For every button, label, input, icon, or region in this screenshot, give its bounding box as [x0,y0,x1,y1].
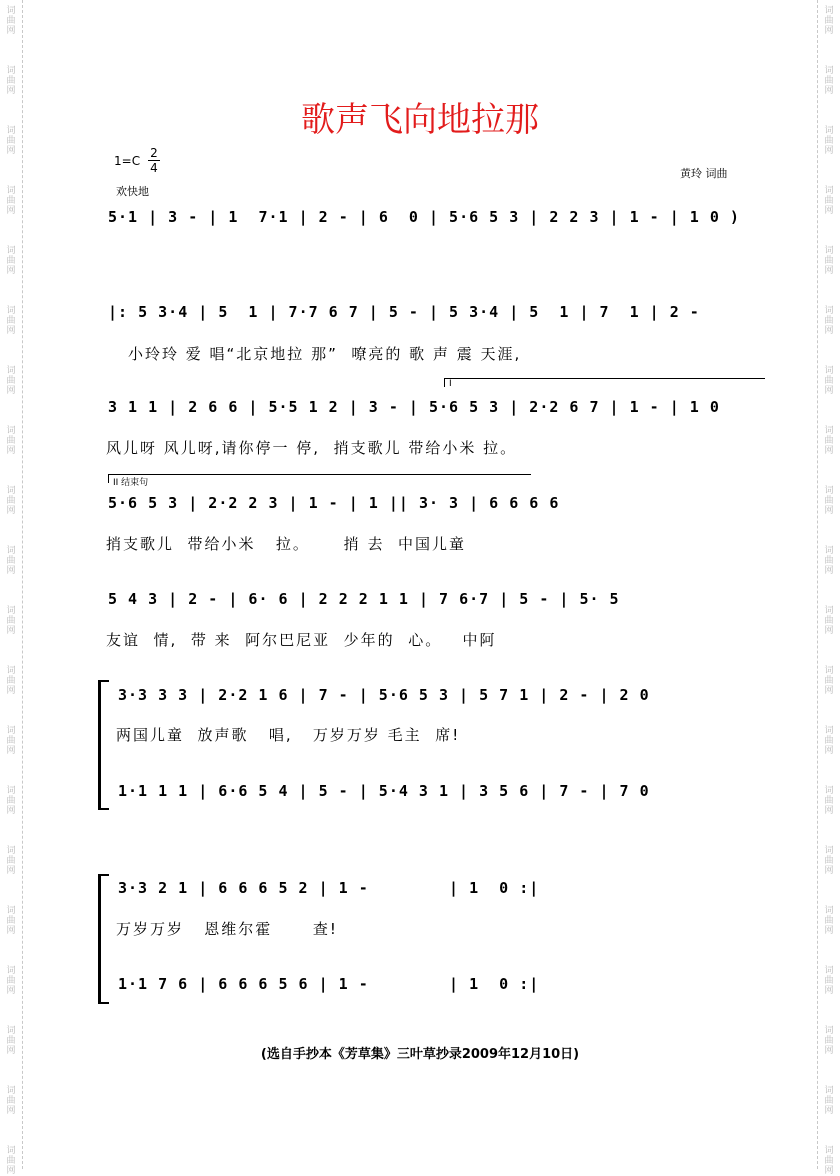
lyrics-line: 万岁万岁 恩维尔霍 查! [116,920,338,938]
watermark-text: 词 曲 网 [6,786,16,816]
time-signature [148,146,160,175]
watermark-text: 词 曲 网 [824,66,834,96]
watermark-text: 词 曲 网 [6,1026,16,1056]
lyrics-line: 小玲玲 爱 唱“北京地拉 那” 嘹亮的 歌 声 震 天涯, [128,345,522,363]
lyrics-line: 两国儿童 放声歌 唱, 万岁万岁 毛主 席! [116,726,461,744]
watermark-text: 词 曲 网 [6,546,16,576]
watermark-text: 词 曲 网 [6,426,16,456]
watermark-text: 词 曲 网 [6,966,16,996]
notation-line: 3 1 1 | 2 6 6 | 5·5 1 2 | 3 - | 5·6 5 3 | 2·2 6 7 | 1 - | 1 0 [108,398,720,416]
watermark-text: 词 曲 网 [824,366,834,396]
key-signature: 1=C [114,154,141,168]
time-sig-denominator: 4 [150,161,158,175]
watermark-text: 词 曲 网 [824,1026,834,1056]
watermark-text: 词 曲 网 [6,366,16,396]
second-ending-bracket: II 结束句 [108,474,531,483]
watermark-text: 词 曲 网 [824,6,834,36]
watermark-text: 词 曲 网 [6,246,16,276]
notation-line: 5·6 5 3 | 2·2 2 3 | 1 - | 1 || 3· 3 | 6 6 6 6 [108,494,560,512]
watermark-text: 词 曲 网 [824,966,834,996]
watermark-text: 词 曲 网 [6,726,16,756]
watermark-text: 词 曲 网 [6,606,16,636]
notation-line: 5·1 | 3 - | 1 7·1 | 2 - | 6 0 | 5·6 5 3 | 2 2 3 | 1 - | 1 0 ) [108,208,740,226]
watermark-text: 词 曲 网 [6,486,16,516]
notation-line: |: 5 3·4 | 5 1 | 7·7 6 7 | 5 - | 5 3·4 | 5 1 | 7 1 | 2 - [108,303,700,321]
watermark-text: 词 曲 网 [6,1086,16,1116]
watermark-text: 词 曲 网 [824,546,834,576]
watermark-text: 词 曲 网 [6,846,16,876]
song-title: 歌声飞向地拉那 [301,100,539,140]
lyrics-line: 友谊 情, 带 来 阿尔巴尼亚 少年的 心。 中阿 [106,631,497,649]
watermark-text: 词 曲 网 [824,1146,834,1176]
lyrics-line: 风儿呀 风儿呀,请你停一 停, 捎支歌儿 带给小米 拉。 [106,439,518,457]
watermark-text: 词 曲 网 [824,306,834,336]
watermark-text: 词 曲 网 [824,126,834,156]
author-credit: 黄玲 词曲 [680,167,728,180]
notation-line-lower: 1·1 1 1 | 6·6 5 4 | 5 - | 5·4 3 1 | 3 5 6 | 7 - | 7 0 [118,782,650,800]
watermark-text: 词 曲 网 [824,606,834,636]
left-margin-strip [0,0,23,1176]
notation-line: 5 4 3 | 2 - | 6· 6 | 2 2 2 1 1 | 7 6·7 | 5 - | 5· 5 [108,590,620,608]
notation-line-upper: 3·3 2 1 | 6 6 6 5 2 | 1 - | 1 0 :| [118,879,540,897]
notation-line-lower: 1·1 7 6 | 6 6 6 5 6 | 1 - | 1 0 :| [118,975,540,993]
watermark-text: 词 曲 网 [6,6,16,36]
watermark-text: 词 曲 网 [824,846,834,876]
source-footer: (选自手抄本《芳草集》三叶草抄录2009年12月10日) [260,1047,580,1062]
watermark-text: 词 曲 网 [824,186,834,216]
watermark-text: 词 曲 网 [6,1146,16,1176]
watermark-text: 词 曲 网 [824,246,834,276]
watermark-text: 词 曲 网 [6,666,16,696]
time-sig-numerator: 2 [148,146,160,161]
watermark-text: 词 曲 网 [824,726,834,756]
right-margin-strip [817,0,840,1176]
staff-bracket [98,874,109,1004]
watermark-text: 词 曲 网 [6,66,16,96]
watermark-text: 词 曲 网 [6,126,16,156]
watermark-text: 词 曲 网 [824,426,834,456]
watermark-text: 词 曲 网 [824,486,834,516]
lyrics-line: 捎支歌儿 带给小米 拉。 捎 去 中国儿童 [106,535,466,553]
tempo-marking: 欢快地 [116,185,149,198]
watermark-text: 词 曲 网 [824,1086,834,1116]
notation-line-upper: 3·3 3 3 | 2·2 1 6 | 7 - | 5·6 5 3 | 5 7 1 | 2 - | 2 0 [118,686,650,704]
watermark-text: 词 曲 网 [824,786,834,816]
watermark-text: 词 曲 网 [824,906,834,936]
watermark-text: 词 曲 网 [6,906,16,936]
watermark-text: 词 曲 网 [824,666,834,696]
watermark-text: 词 曲 网 [6,306,16,336]
first-ending-bracket: I [444,378,765,387]
watermark-text: 词 曲 网 [6,186,16,216]
staff-bracket [98,680,109,810]
